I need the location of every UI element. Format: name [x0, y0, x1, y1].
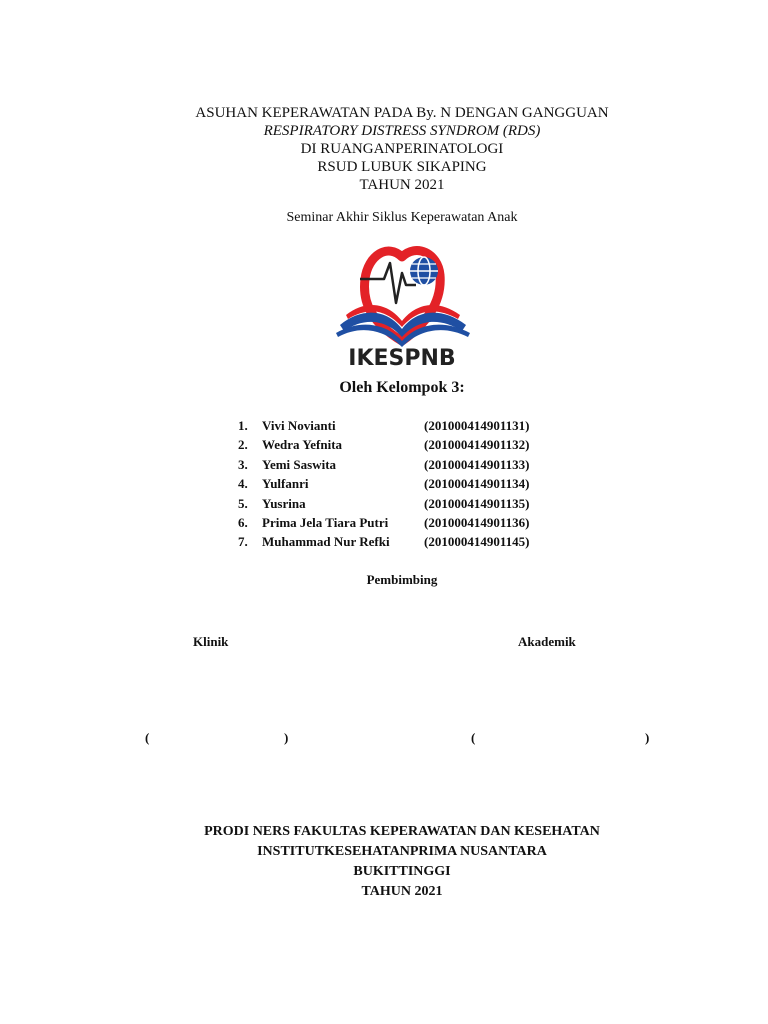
globe-icon	[410, 257, 438, 285]
clinic-signature-close-paren: )	[284, 730, 289, 745]
member-number: 4.	[238, 476, 248, 492]
academic-signature-open-paren: (	[471, 730, 476, 745]
clinic-supervisor-label: Klinik	[193, 634, 229, 649]
academic-signature-close-paren: )	[645, 730, 650, 745]
seminar-subtitle: Seminar Akhir Siklus Keperawatan Anak	[286, 210, 518, 225]
member-name: Yulfanri	[262, 476, 309, 492]
member-id: (201000414901135)	[424, 495, 530, 511]
footer-line-3: BUKITTINGGI	[353, 864, 451, 879]
ikespnb-logo-icon	[332, 233, 472, 373]
clinic-signature-open-paren: (	[145, 730, 150, 745]
title-line-4: RSUD LUBUK SIKAPING	[317, 159, 487, 175]
title-block	[0, 104, 768, 194]
book-icon	[336, 305, 470, 347]
member-number: 6.	[238, 514, 248, 530]
title-line-3: DI RUANGANPERINATOLOGI	[300, 141, 504, 157]
member-id: (201000414901133)	[424, 456, 530, 472]
member-number: 2.	[238, 437, 248, 453]
footer-line-1: PRODI NERS FAKULTAS KEPERAWATAN DAN KESEHATAN	[204, 824, 600, 839]
member-number: 1.	[238, 418, 248, 433]
logo-wordmark: IKESPNB	[348, 346, 456, 371]
member-name: Yusrina	[262, 495, 306, 511]
member-name: Vivi Novianti	[262, 418, 336, 433]
title-line-1: ASUHAN KEPERAWATAN PADA By. N DENGAN GANGGUAN	[195, 105, 609, 121]
member-id: (201000414901131)	[424, 418, 530, 433]
institution-footer	[0, 822, 768, 902]
member-id: (201000414901145)	[424, 534, 530, 550]
group-heading: Oleh Kelompok 3:	[339, 379, 465, 396]
member-id: (201000414901136)	[424, 514, 530, 530]
academic-supervisor-label: Akademik	[518, 634, 576, 649]
supervisor-heading: Pembimbing	[366, 572, 438, 587]
member-number: 3.	[238, 456, 248, 472]
member-number: 5.	[238, 495, 248, 511]
title-line-5: TAHUN 2021	[359, 177, 445, 193]
footer-line-2: INSTITUTKESEHATANPRIMA NUSANTARA	[257, 844, 547, 859]
member-id: (201000414901134)	[424, 476, 530, 492]
member-name: Prima Jela Tiara Putri	[262, 514, 389, 530]
title-line-2: RESPIRATORY DISTRESS SYNDROM (RDS)	[263, 123, 541, 139]
member-name: Yemi Saswita	[262, 456, 337, 472]
member-name: Wedra Yefnita	[262, 437, 343, 453]
member-name: Muhammad Nur Refki	[262, 534, 390, 550]
member-number: 7.	[238, 534, 248, 550]
member-id: (201000414901132)	[424, 437, 530, 453]
footer-line-4: TAHUN 2021	[361, 884, 443, 899]
